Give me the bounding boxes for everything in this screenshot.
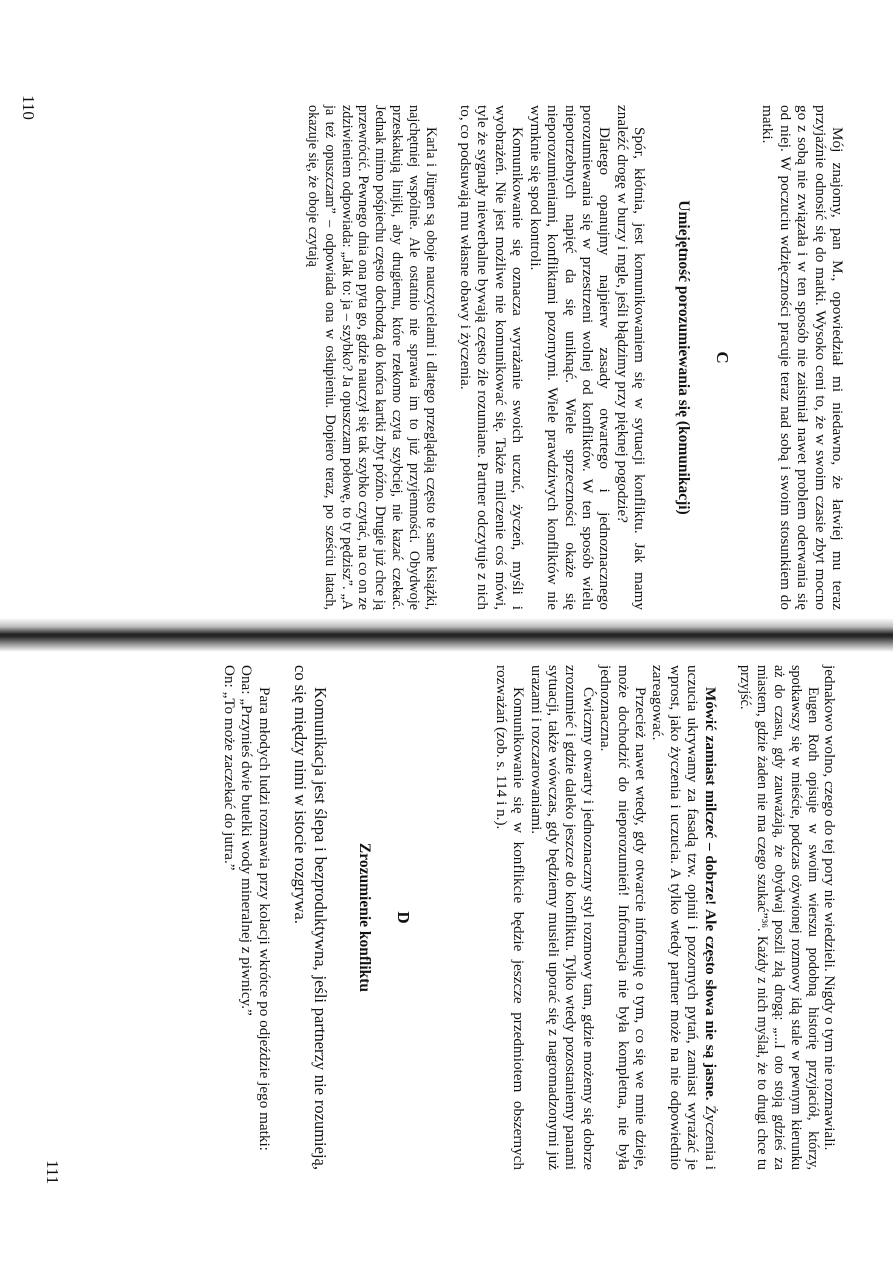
page-111-content [220, 665, 838, 1170]
paragraph-large: Komunikacja jest ślepa i bezproduktywna, jeśli partnerzy nie rozumieją, co się między nimi w istocie rozgrywa. [291, 665, 330, 1170]
paragraph [649, 665, 719, 1170]
paragraph: Mój znajomy, pan M., opowiedział mi niedawno, że łatwiej mu teraz przyjaźnie odnosić się do matki. Wysoko ceni to, że w swoim czasie zbyt mocno go z sobą nie związała i w ten sposób nie zaistniał nawet problem oderwania się od niej. W poczuciu wdzięczności pracuje teraz nad sobą i swoim stosunkiem do matki. [759, 105, 846, 610]
section-title-conflict: Zrozumienie konfliktu [355, 842, 373, 993]
paragraph: Komunikowanie się oznacza wyrażanie swoich uczuć, życzeń, myśli i wyobrażeń. Nie jest możliwe nie komunikować się. Także milczenie coś mówi, tyle że sygnały niewerbalne bywają często źle rozumiane. Partner odczytuje z nich to, co podsuwają mu własne obawy i życzenia. [457, 105, 527, 610]
paragraph: Dlatego opanujmy najpierw zasady otwartego i jednoznacznego porozumiewania się w przestrzeni wolnej od konfliktów. W ten sposób wielu niepotrzebnych napięć da się uniknąć. Wiele sprzeczności okaże się nieporozumieniami, konfliktami pozornymi. Wiele prawdziwych konfliktów nie wymknie się spod kontroli. [526, 105, 614, 610]
book-binding-shadow [0, 618, 893, 652]
page-110-content [304, 105, 846, 610]
section-letter-d: D [394, 911, 414, 924]
page-number-110: 110 [19, 95, 38, 120]
dialog-line: On: „To może zaczekać do jutra.” [220, 665, 238, 871]
bold-lead: Mówić zamiast milczeć – dobrze! Ale często słowa nie są jasne. [701, 687, 719, 1101]
paragraph-rest: Życzenia i uczucia ukrywamy za fasadą tzw. opinii i pozornych pytań, zamiast wyrażać je wprost, jako życzenia i uczucia. A tylko wtedy partner może na nie odpowiednio zareagować. [649, 665, 719, 1171]
dialog-line: Ona: „Przynieś dwie butelki wody mineralnej z piwnicy.” [238, 665, 256, 1016]
paragraph-small: Eugen Roth opisuje w swoim wierszu podobną historię przyjaciół, którzy, spotkawszy się w mieście, podczas ożywionej rozmowy idą stale w pewnym kierunku aż do czasu, gdy zauważają, że obydwaj poszli złą drogą: „...I oto stoją gdzieś za miastem, gdzie żaden nie ma czego szukać”³⁶. Każdy z nich myślał, że to drugi chce tu przyjść. [737, 665, 821, 1170]
paragraph: Para młodych ludzi rozmawia przy kolacji wkrótce po odjeździe jego matki: [255, 687, 273, 1151]
dialog-block [220, 665, 272, 1170]
section-letter-c: C [712, 351, 732, 364]
paragraph: Spór, kłótnia, jest komunikowaniem się w sytuacji konfliktu. Jak mamy znaleźć drogę w burzy i mgle, jeśli błądzimy przy pięknej pogodzie? [613, 105, 649, 610]
section-title-communication: Umiejętność porozumiewania się (komunikacji) [674, 200, 692, 515]
paragraph-small: Karla i Jürgen są oboje nauczycielami i dlatego przeglądają często te same książki, najchętniej wspólnie. Ale ostatnio nie sprawia im to już przyjemności. Obydwoje przeskakują linijki, aby drugiemu, które rzekomo czyta szybciej, nie kazać czekać. Jednak mimo pośpiechu często dochodzą do końca kartki zbyt późno. Drugie już chce ją przewrócić. Pewnego dnia ona pyta go, gdzie nauczył się tak szybko czytać, na co on ze zdziwieniem odpowiada: „Jak to: ja – szybko? Ja opuszczam połowę, to ty pędzisz”. „A ja też opuszczam” – odpowiada ona w osłupieniu. Dopiero teraz, po sześciu latach, okazuje się, że oboje czytają [305, 105, 439, 610]
paragraph: Ćwiczmy otwarty i jednoznaczny styl rozmowy tam, gdzie możemy się dobrze zrozumieć i gdzie daleko jeszcze do konfliktu. Tylko wtedy pozostaniemy panami sytuacji, także wówczas, gdy będziemy musieli uporać się z nagromadzonymi już urazami i rozczarowaniami. [527, 665, 597, 1170]
paragraph: Przecież nawet wtedy, gdy otwarcie informuję o tym, co się we mnie dzieje, może dochodzić do nieporozumień! Informacja nie była kompletna, nie była jednoznaczna. [597, 665, 649, 1170]
page-number-111: 111 [43, 1160, 62, 1185]
paragraph: jednakowo wolno, czego do tej pory nie wiedzieli. Nigdy o tym nie rozmawiali. [821, 665, 838, 1151]
paragraph: Komunikowanie się w konflikcie będzie jeszcze przedmiotem obszernych rozważań (zob. s. 114 i n.). [492, 665, 528, 1170]
